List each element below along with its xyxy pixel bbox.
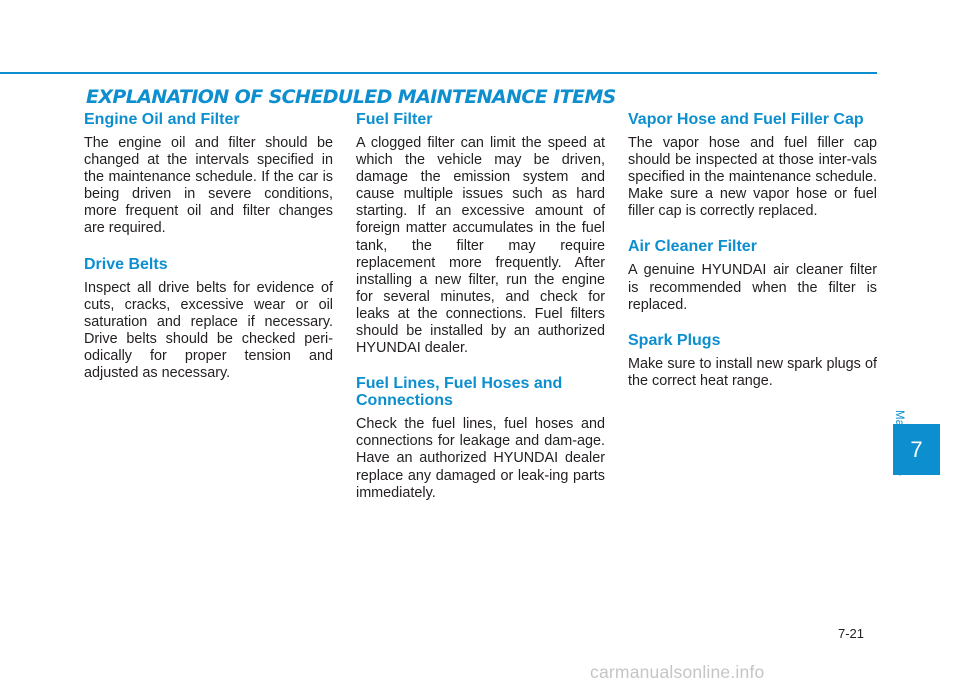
section-heading-air-cleaner: Air Cleaner Filter <box>628 238 757 256</box>
column-3 <box>628 111 877 408</box>
column-1 <box>84 111 333 400</box>
section-body-drive-belts: Inspect all drive belts for evidence of cuts, cracks, excessive wear or oil saturation and replace if necessary. Drive belts should be checked peri-odically for proper tension and adjusted as necessary. <box>84 279 333 382</box>
chapter-tab[interactable]: 7 <box>893 424 940 475</box>
section-body-fuel-lines: Check the fuel lines, fuel hoses and connections for leakage and dam-age. Have an authorized HYUNDAI dealer replace any damaged or leak-ing parts immediately. <box>356 416 605 501</box>
page-number: 7-21 <box>838 626 865 641</box>
section-body-spark-plugs: Make sure to install new spark plugs of the correct heat range. <box>628 355 877 389</box>
watermark: carmanualsonline.info <box>590 662 765 682</box>
column-2 <box>356 111 605 520</box>
top-rule <box>0 72 877 74</box>
section-heading-fuel-lines: Fuel Lines, Fuel Hoses and Connections <box>356 375 563 410</box>
section-heading-drive-belts: Drive Belts <box>84 255 168 273</box>
section-heading-fuel-filter: Fuel Filter <box>356 111 433 128</box>
section-heading-engine-oil: Engine Oil and Filter <box>84 111 240 128</box>
section-body-air-cleaner: A genuine HYUNDAI air cleaner filter is recommended when the filter is replaced. <box>628 262 877 313</box>
section-body-vapor-hose: The vapor hose and fuel filler cap should be inspected at those inter-vals specified in the maintenance schedule. Make sure a new vapor hose or fuel filler cap is correctly replaced. <box>628 135 877 220</box>
section-heading-spark-plugs: Spark Plugs <box>628 331 721 349</box>
section-body-fuel-filter: A clogged filter can limit the speed at which the vehicle may be driven, damage the emission system and cause multiple issues such as hard starting. If an excessive amount of foreign matter accumulates in the fuel tank, the filter may require replacement more frequently. After installing a new filter, run the engine for several minutes, and check for leaks at the connections. Fuel filters should be installed by an authorized HYUNDAI dealer. <box>356 135 605 357</box>
section-body-engine-oil: The engine oil and filter should be changed at the intervals specified in the maintenance schedule. If the car is being driven in severe conditions, more frequent oil and filter changes are required. <box>84 135 333 237</box>
section-heading-vapor-hose: Vapor Hose and Fuel Filler Cap <box>628 111 864 128</box>
page-title: EXPLANATION OF SCHEDULED MAINTENANCE ITEMS <box>86 86 616 108</box>
